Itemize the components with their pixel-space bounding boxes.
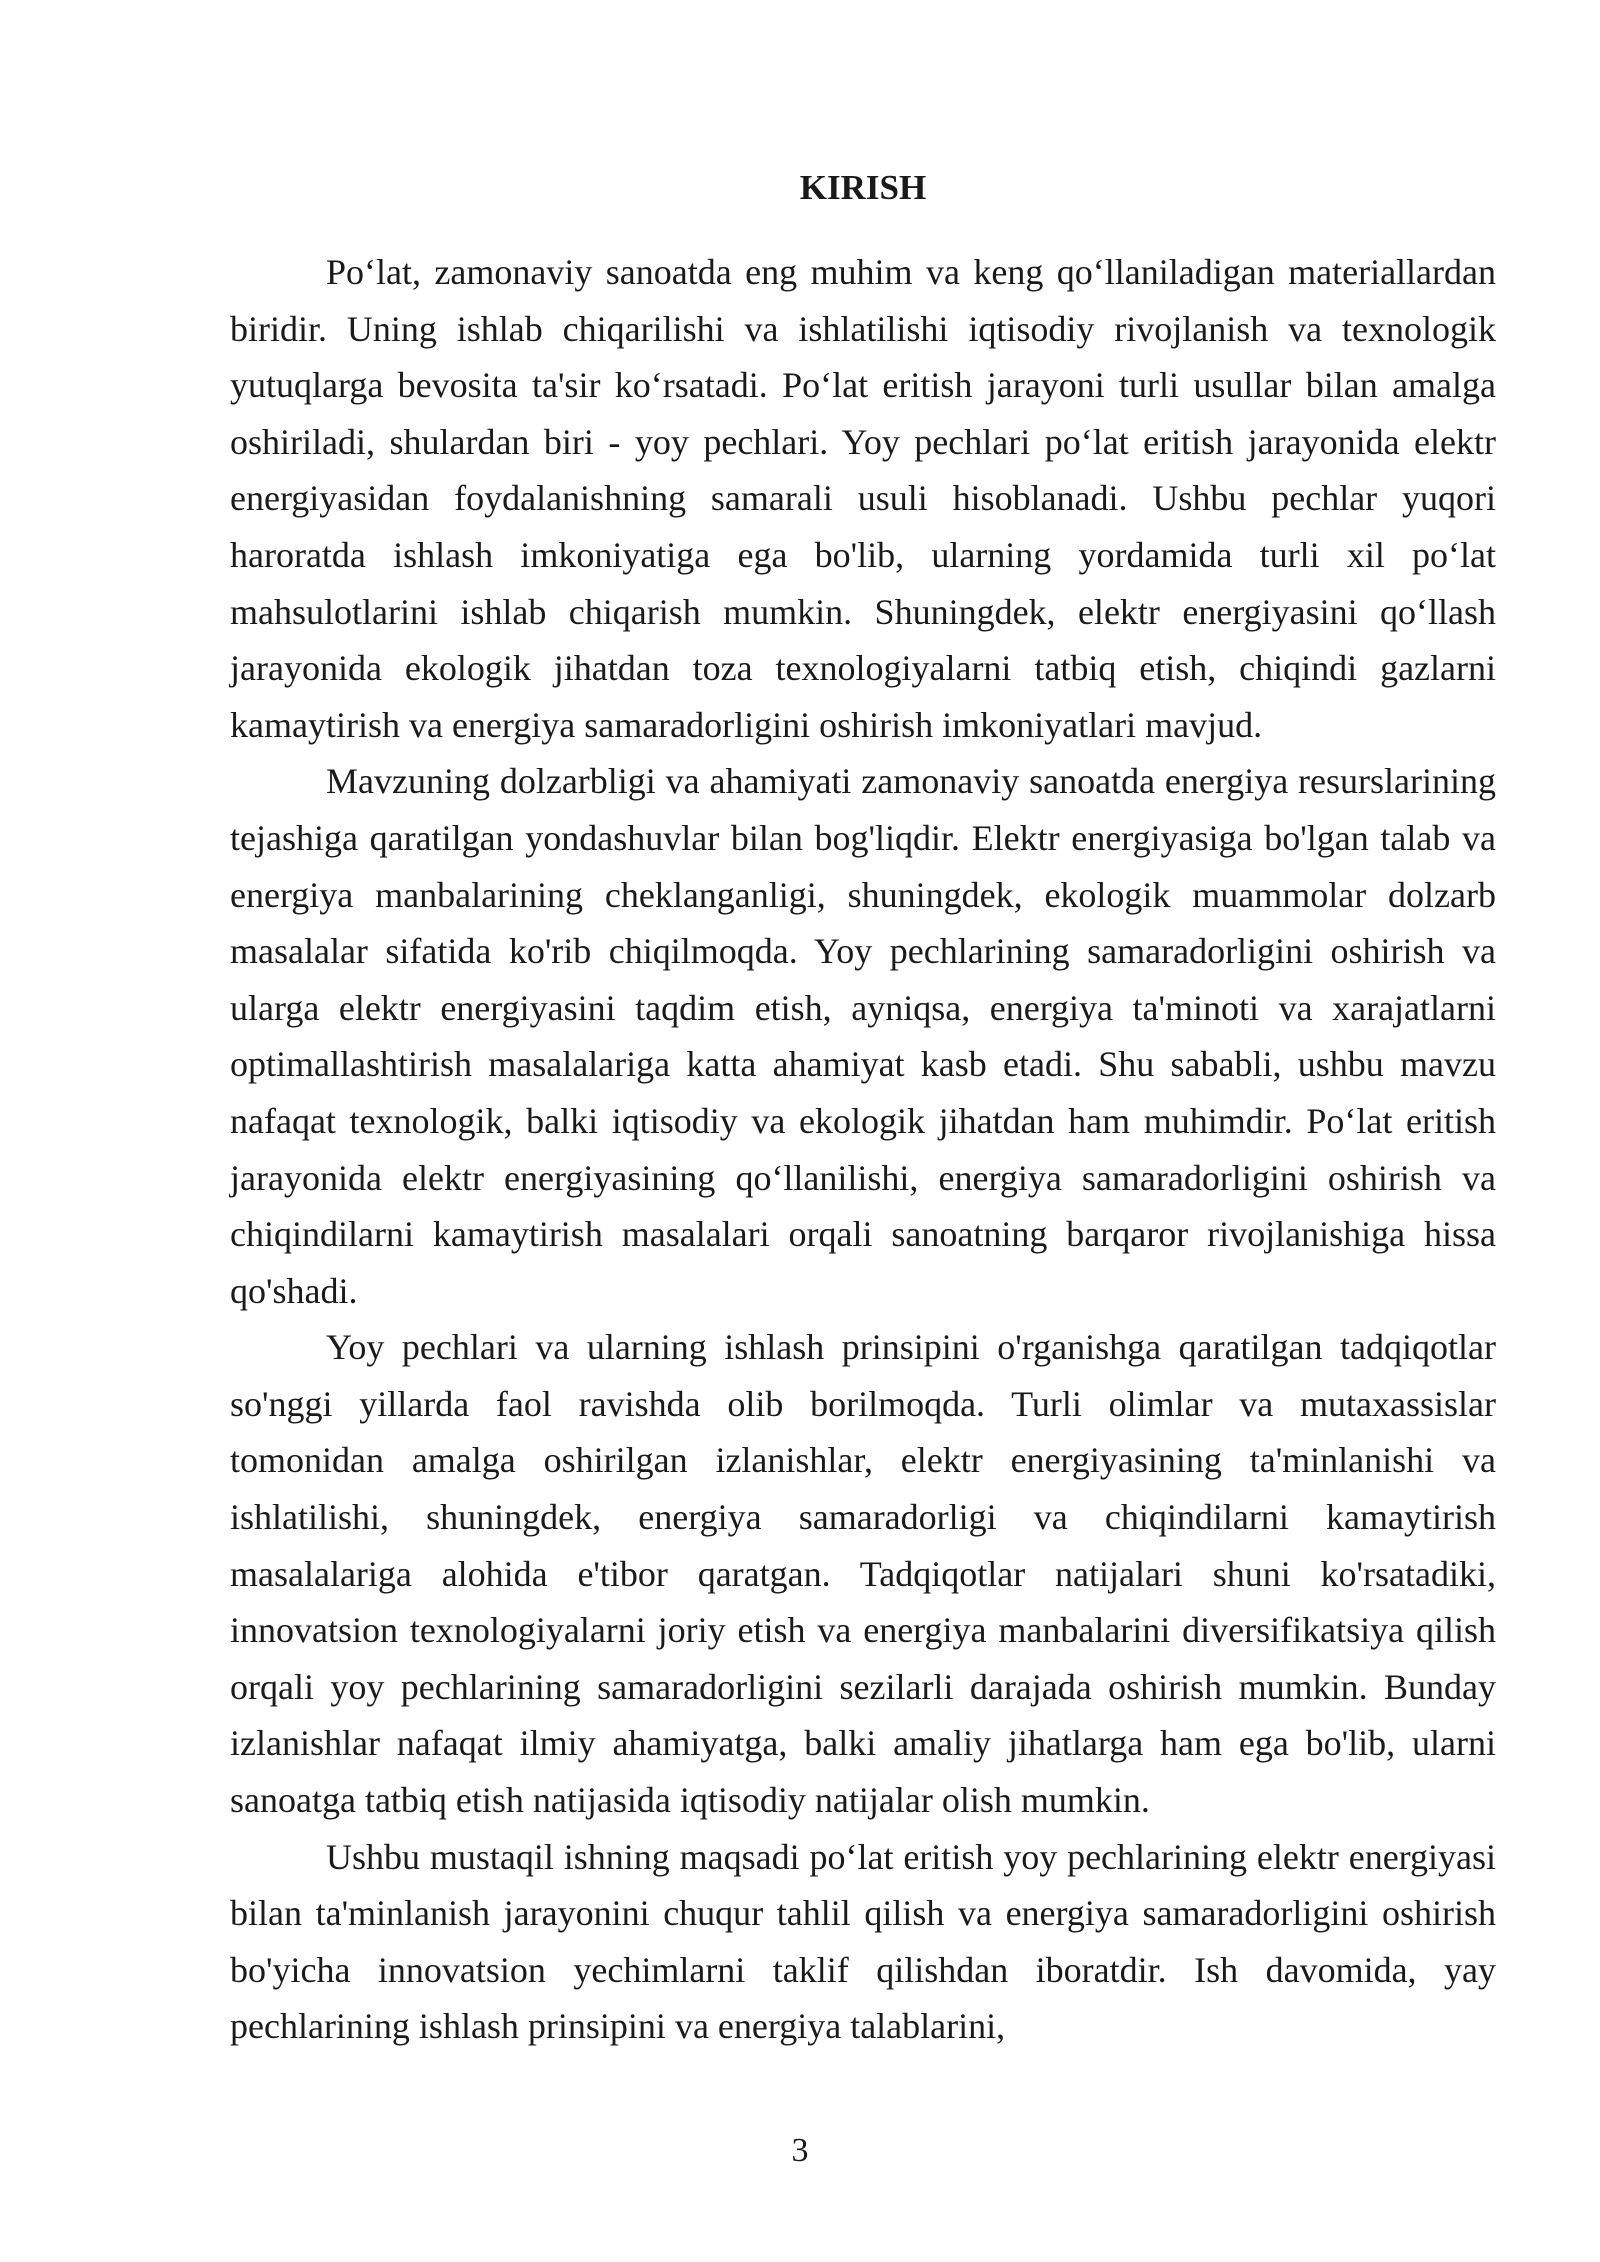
document-page xyxy=(230,160,1496,2055)
paragraph-1: Po‘lat, zamonaviy sanoatda eng muhim va keng qo‘llaniladigan materiallardan biridir. Uning ishlab chiqarilishi va ishlatilishi iqtisodiy rivojlanish va texnologik yutuqlarga bevosita ta'sir ko‘rsatadi. Po‘lat eritish jarayoni turli usullar bilan amalga oshiriladi, shulardan biri - yoy pechlari. Yoy pechlari po‘lat eritish jarayonida elektr energiyasidan foydalanishning samarali usuli hisoblanadi. Ushbu pechlar yuqori haroratda ishlash imkoniyatiga ega bo'lib, ularning yordamida turli xil po‘lat mahsulotlarini ishlab chiqarish mumkin. Shuningdek, elektr energiyasini qo‘llash jarayonida ekologik jihatdan toza texnologiyalarni tatbiq etish, chiqindi gazlarni kamaytirish va energiya samaradorligini oshirish imkoniyatlari mavjud. xyxy=(230,252,1496,745)
paragraph-2: Mavzuning dolzarbligi va ahamiyati zamonaviy sanoatda energiya resurslarining tejashiga qaratilgan yondashuvlar bilan bog'liqdir. Elektr energiyasiga bo'lgan talab va energiya manbalarining cheklanganligi, shuningdek, ekologik muammolar dolzarb masalalar sifatida ko'rib chiqilmoqda. Yoy pechlarining samaradorligini oshirish va ularga elektr energiyasini taqdim etish, ayniqsa, energiya ta'minoti va xarajatlarni optimallashtirish masalalariga katta ahamiyat kasb etadi. Shu sababli, ushbu mavzu nafaqat texnologik, balki iqtisodiy va ekologik jihatdan ham muhimdir. Po‘lat eritish jarayonida elektr energiyasining qo‘llanilishi, energiya samaradorligini oshirish va chiqindilarni kamaytirish masalalari orqali sanoatning barqaror rivojlanishiga hissa qo'shadi. xyxy=(230,761,1496,1311)
paragraph-3: Yoy pechlari va ularning ishlash prinsipini o'rganishga qaratilgan tadqiqotlar so'nggi yillarda faol ravishda olib borilmoqda. Turli olimlar va mutaxassislar tomonidan amalga oshirilgan izlanishlar, elektr energiyasining ta'minlanishi va ishlatilishi, shuningdek, energiya samaradorligi va chiqindilarni kamaytirish masalalariga alohida e'tibor qaratgan. Tadqiqotlar natijalari shuni ko'rsatadiki, innovatsion texnologiyalarni joriy etish va energiya manbalarini diversifikatsiya qilish orqali yoy pechlarining samaradorligini sezilarli darajada oshirish mumkin. Bunday izlanishlar nafaqat ilmiy ahamiyatga, balki amaliy jihatlarga ham ega bo'lib, ularni sanoatga tatbiq etish natijasida iqtisodiy natijalar olish mumkin. xyxy=(230,1327,1496,1821)
paragraph-4: Ushbu mustaqil ishning maqsadi po‘lat eritish yoy pechlarining elektr energiyasi bilan ta'minlanish jarayonini chuqur tahlil qilish va energiya samaradorligini oshirish bo'yicha innovatsion yechimlarni taklif qilishdan iboratdir. Ish davomida, yay pechlarining ishlash prinsipini va energiya talablarini, xyxy=(230,1836,1496,2047)
page-number: 3 xyxy=(791,2132,809,2169)
section-title: KIRISH xyxy=(799,168,927,207)
